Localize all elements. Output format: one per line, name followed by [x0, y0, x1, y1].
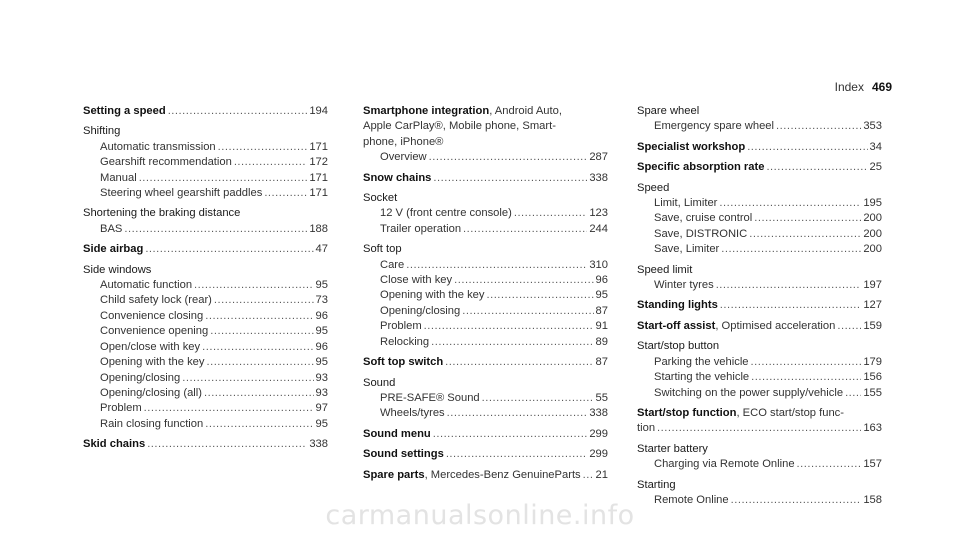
- subentry-text: Close with key: [380, 274, 453, 287]
- page-ref: 299: [589, 427, 608, 440]
- page-ref: 156: [863, 371, 882, 384]
- subentry-text: Automatic function: [100, 279, 193, 292]
- leader-dots: [514, 206, 587, 221]
- subentry-text: Gearshift recommendation: [100, 156, 232, 169]
- subentry-text: Convenience opening: [100, 325, 209, 338]
- page-ref: 338: [589, 407, 608, 420]
- index-entry: [637, 406, 882, 437]
- entry-heading: Starter battery: [637, 442, 708, 455]
- entry-heading: Specialist workshop: [637, 140, 746, 153]
- entry-heading: Shortening the braking distance: [83, 207, 241, 220]
- index-row[interactable]: [363, 355, 608, 370]
- leader-dots: [204, 386, 314, 401]
- leader-dots: [406, 258, 587, 273]
- page-ref: 93: [315, 371, 328, 384]
- index-subentry[interactable]: [363, 206, 608, 221]
- index-entry: [637, 339, 882, 401]
- leader-dots: [447, 406, 588, 421]
- index-subentry[interactable]: [363, 258, 608, 273]
- leader-dots: [168, 104, 308, 119]
- page-ref: 21: [595, 468, 608, 481]
- index-row[interactable]: [363, 447, 608, 462]
- index-entry: [637, 319, 882, 334]
- page-ref: 195: [863, 197, 882, 210]
- subentry-text: Care: [380, 258, 405, 271]
- index-subentry[interactable]: [637, 211, 882, 226]
- index-subentry[interactable]: [83, 171, 328, 186]
- index-subentry[interactable]: [83, 186, 328, 201]
- subentry-text: Relocking: [380, 335, 430, 348]
- page-ref: 338: [309, 438, 328, 451]
- index-subentry[interactable]: [637, 370, 882, 385]
- leader-dots: [720, 298, 862, 313]
- index-entry: [637, 442, 882, 473]
- leader-dots: [716, 278, 862, 293]
- entry-heading: Smartphone integration: [363, 105, 490, 117]
- subentry-text: Starting the vehicle: [654, 371, 750, 384]
- page-ref: 159: [863, 319, 882, 332]
- page-ref: 34: [869, 140, 882, 153]
- entry-heading: Standing lights: [637, 299, 718, 312]
- page-ref: 200: [863, 243, 882, 256]
- page-ref: 157: [863, 458, 882, 471]
- page-ref: 95: [315, 325, 328, 338]
- page-ref: 310: [589, 258, 608, 271]
- leader-dots: [719, 196, 861, 211]
- page-ref: 127: [863, 299, 882, 312]
- leader-dots: [205, 309, 313, 324]
- subentry-text: Save, Limiter: [654, 243, 720, 256]
- entry-text: phone, iPhone®: [363, 135, 444, 148]
- index-column-2: [363, 104, 608, 483]
- watermark-logo: carmanualsonline.info: [325, 500, 635, 531]
- entry-heading: Starting: [637, 478, 676, 491]
- leader-dots: [433, 171, 587, 186]
- index-row[interactable]: [637, 140, 882, 155]
- page-ref: 171: [309, 171, 328, 184]
- index-entry: [363, 355, 608, 370]
- entry-heading: Start-off assist: [637, 319, 716, 332]
- index-subentry[interactable]: [363, 273, 608, 288]
- subentry-text: Emergency spare wheel: [654, 120, 775, 133]
- subentry-text: Parking the vehicle: [654, 355, 749, 368]
- leader-dots: [205, 417, 313, 432]
- index-row[interactable]: [363, 427, 608, 442]
- entry-heading: Setting a speed: [83, 105, 166, 117]
- entry-heading: Skid chains: [83, 438, 146, 451]
- subentry-text: Open/close with key: [100, 340, 201, 353]
- page-ref: 96: [315, 309, 328, 322]
- leader-dots: [124, 222, 307, 237]
- page-ref: 91: [595, 320, 608, 333]
- leader-dots: [424, 319, 594, 334]
- index-subentry[interactable]: [83, 340, 328, 355]
- page-ref: 95: [595, 289, 608, 302]
- page-ref: 73: [315, 294, 328, 307]
- page-ref: 93: [315, 386, 328, 399]
- index-entry: [637, 181, 882, 258]
- subentry-text: Steering wheel gearshift paddles: [100, 187, 263, 200]
- page-ref: 299: [589, 448, 608, 461]
- index-subentry[interactable]: [637, 242, 882, 257]
- index-subentry[interactable]: [363, 335, 608, 350]
- index-entry: [637, 104, 882, 135]
- index-section-label: Index: [834, 80, 864, 94]
- page-ref: 171: [309, 140, 328, 153]
- subentry-text: Manual: [100, 171, 137, 184]
- page-ref: 244: [589, 222, 608, 235]
- page-ref: 200: [863, 212, 882, 225]
- entry-text: , Mercedes-Benz GenuineParts: [424, 468, 581, 481]
- page-ref: 158: [863, 493, 882, 506]
- index-subentry[interactable]: [83, 401, 328, 416]
- subentry-text: Opening/closing (all): [100, 386, 202, 399]
- entry-text: Apple CarPlay®, Mobile phone, Smart-: [363, 120, 556, 133]
- leader-dots: [463, 222, 587, 237]
- subentry-text: BAS: [100, 222, 123, 235]
- page-ref: 95: [315, 279, 328, 292]
- leader-dots: [747, 140, 867, 155]
- index-entry: [83, 242, 328, 257]
- index-subentry[interactable]: [83, 293, 328, 308]
- leader-dots: [264, 186, 307, 201]
- index-subentry[interactable]: [637, 386, 882, 401]
- entry-heading: Shifting: [83, 125, 121, 138]
- page-ref: 179: [863, 355, 882, 368]
- entry-heading: Soft top switch: [363, 356, 444, 369]
- page-ref: 200: [863, 227, 882, 240]
- index-entry: [363, 376, 608, 422]
- page-ref: 47: [315, 243, 328, 256]
- index-subentry[interactable]: [363, 222, 608, 237]
- subentry-text: Remote Online: [654, 493, 729, 506]
- entry-heading: Spare wheel: [637, 105, 700, 117]
- entry-heading: Specific absorption rate: [637, 161, 765, 174]
- page-ref: 97: [315, 402, 328, 415]
- entry-heading-wrapped: [363, 104, 608, 150]
- leader-dots: [837, 319, 861, 334]
- leader-dots: [218, 140, 308, 155]
- index-subentry[interactable]: [83, 355, 328, 370]
- subentry-text: Opening with the key: [380, 289, 485, 302]
- page-ref: 87: [595, 356, 608, 369]
- index-subentry[interactable]: [83, 155, 328, 170]
- entry-heading: Sound: [363, 376, 396, 389]
- index-row[interactable]: [83, 242, 328, 257]
- index-row[interactable]: [363, 171, 608, 186]
- index-subentry[interactable]: [83, 278, 328, 293]
- leader-dots: [206, 355, 313, 370]
- entry-text: , ECO start/stop func-: [736, 406, 844, 419]
- index-row[interactable]: [637, 160, 882, 175]
- subentry-text: Trailer operation: [380, 222, 462, 235]
- page-ref: 197: [863, 279, 882, 292]
- index-subentry[interactable]: [637, 457, 882, 472]
- index-entry: [637, 140, 882, 155]
- subentry-text: Opening/closing: [380, 304, 461, 317]
- subentry-text: Problem: [100, 402, 142, 415]
- index-subentry[interactable]: [363, 406, 608, 421]
- index-subentry[interactable]: [83, 222, 328, 237]
- leader-dots: [749, 227, 861, 242]
- leader-dots: [147, 437, 307, 452]
- page-number: 469: [871, 80, 892, 94]
- entry-heading: Speed: [637, 181, 670, 194]
- index-subentry[interactable]: [363, 304, 608, 319]
- leader-dots: [433, 427, 588, 442]
- index-subentry[interactable]: [83, 371, 328, 386]
- index-subentry[interactable]: [83, 417, 328, 432]
- index-subentry[interactable]: [363, 319, 608, 334]
- index-entry: [83, 263, 328, 432]
- page-ref: 96: [315, 340, 328, 353]
- index-entry: [637, 263, 882, 294]
- leader-dots: [845, 386, 861, 401]
- leader-dots: [139, 171, 308, 186]
- subentry-text: Wheels/tyres: [380, 407, 445, 420]
- leader-dots: [145, 242, 313, 257]
- page-header: [835, 80, 892, 94]
- leader-dots: [482, 391, 594, 406]
- subentry-text: Problem: [380, 320, 422, 333]
- page-ref: 25: [869, 161, 882, 174]
- entry-heading: Start/stop function: [637, 406, 737, 419]
- leader-dots: [210, 324, 313, 339]
- leader-dots: [194, 278, 314, 293]
- page-ref: 96: [595, 274, 608, 287]
- page-ref: 171: [309, 187, 328, 200]
- subentry-text: 12 V (front centre console): [380, 207, 512, 220]
- subentry-text: Limit, Limiter: [654, 197, 718, 210]
- index-row[interactable]: [83, 104, 328, 119]
- index-column-1: [83, 104, 328, 453]
- index-subentry[interactable]: [637, 119, 882, 134]
- page-ref: 155: [863, 386, 882, 399]
- entry-heading: Speed limit: [637, 263, 693, 276]
- leader-dots: [462, 304, 593, 319]
- leader-dots: [766, 160, 867, 175]
- leader-dots: [751, 355, 862, 370]
- page-ref: 95: [315, 417, 328, 430]
- entry-text: tion: [637, 422, 656, 435]
- page-ref: 123: [589, 207, 608, 220]
- entry-heading: Soft top: [363, 243, 402, 256]
- index-subentry[interactable]: [83, 324, 328, 339]
- index-subentry[interactable]: [363, 391, 608, 406]
- index-entry: [363, 104, 608, 166]
- index-entry: [637, 298, 882, 313]
- entry-heading: Snow chains: [363, 171, 432, 184]
- page-ref: 87: [595, 304, 608, 317]
- index-subentry[interactable]: [83, 140, 328, 155]
- leader-dots: [776, 119, 861, 134]
- page-ref: 338: [589, 171, 608, 184]
- index-entry: [363, 427, 608, 442]
- subentry-text: Save, DISTRONIC: [654, 227, 748, 240]
- leader-dots: [446, 447, 588, 462]
- index-row[interactable]: [637, 298, 882, 313]
- entry-heading: Spare parts: [363, 468, 425, 481]
- entry-heading-wrapped: [637, 406, 882, 421]
- entry-heading: Side airbag: [83, 243, 144, 256]
- index-subentry[interactable]: [363, 288, 608, 303]
- index-subentry[interactable]: [637, 196, 882, 211]
- page-ref: 287: [589, 151, 608, 164]
- page-ref: 89: [595, 335, 608, 348]
- leader-dots: [583, 468, 594, 483]
- index-entry: [363, 191, 608, 237]
- index-entry: [363, 447, 608, 462]
- index-entry: [83, 437, 328, 452]
- subentry-text: Winter tyres: [654, 279, 714, 292]
- entry-heading: Sound menu: [363, 427, 431, 440]
- index-subentry[interactable]: [83, 309, 328, 324]
- subentry-text: Charging via Remote Online: [654, 458, 795, 471]
- subentry-text: Opening with the key: [100, 356, 205, 369]
- index-row[interactable]: [83, 437, 328, 452]
- index-entry: [83, 104, 328, 119]
- leader-dots: [751, 370, 861, 385]
- subentry-text: Automatic transmission: [100, 140, 216, 153]
- subentry-text: Save, cruise control: [654, 212, 753, 225]
- leader-dots: [182, 371, 313, 386]
- leader-dots: [797, 457, 862, 472]
- index-entry: [363, 242, 608, 350]
- index-subentry[interactable]: [363, 150, 608, 165]
- leader-dots: [214, 293, 314, 308]
- page-ref: 353: [863, 120, 882, 133]
- index-row[interactable]: [363, 468, 608, 483]
- index-entry: [637, 160, 882, 175]
- index-column-3: [637, 104, 882, 508]
- entry-heading: Start/stop button: [637, 340, 720, 353]
- page-ref: 163: [863, 422, 882, 435]
- entry-heading: Sound settings: [363, 448, 444, 461]
- leader-dots: [202, 340, 313, 355]
- entry-text: , Android Auto,: [489, 105, 562, 117]
- subentry-text: Rain closing function: [100, 417, 204, 430]
- index-row[interactable]: [637, 319, 882, 334]
- entry-text: , Optimised acceleration: [715, 319, 836, 332]
- page-ref: 55: [595, 391, 608, 404]
- index-subentry[interactable]: [637, 278, 882, 293]
- leader-dots: [144, 401, 314, 416]
- page-ref: 95: [315, 356, 328, 369]
- leader-dots: [657, 421, 861, 436]
- subentry-text: Overview: [380, 151, 427, 164]
- subentry-text: Opening/closing: [100, 371, 181, 384]
- leader-dots: [429, 150, 588, 165]
- leader-dots: [234, 155, 308, 170]
- index-subentry[interactable]: [637, 227, 882, 242]
- index-subentry[interactable]: [637, 355, 882, 370]
- leader-dots: [754, 211, 861, 226]
- page-ref: 172: [309, 156, 328, 169]
- subentry-text: Convenience closing: [100, 309, 204, 322]
- page-ref: 188: [309, 222, 328, 235]
- leader-dots: [445, 355, 593, 370]
- subentry-text: Switching on the power supply/vehicle: [654, 386, 844, 399]
- index-entry: [83, 206, 328, 237]
- subentry-text: PRE-SAFE® Sound: [380, 391, 480, 404]
- index-entry: [363, 171, 608, 186]
- entry-heading: Side windows: [83, 263, 152, 276]
- index-row[interactable]: [637, 421, 882, 436]
- index-subentry[interactable]: [83, 386, 328, 401]
- page-ref: 194: [309, 105, 328, 117]
- entry-heading: Socket: [363, 192, 398, 205]
- leader-dots: [431, 335, 593, 350]
- index-entry: [363, 468, 608, 483]
- leader-dots: [486, 288, 593, 303]
- subentry-text: Child safety lock (rear): [100, 294, 212, 307]
- leader-dots: [454, 273, 593, 288]
- leader-dots: [721, 242, 861, 257]
- index-entry: [83, 124, 328, 201]
